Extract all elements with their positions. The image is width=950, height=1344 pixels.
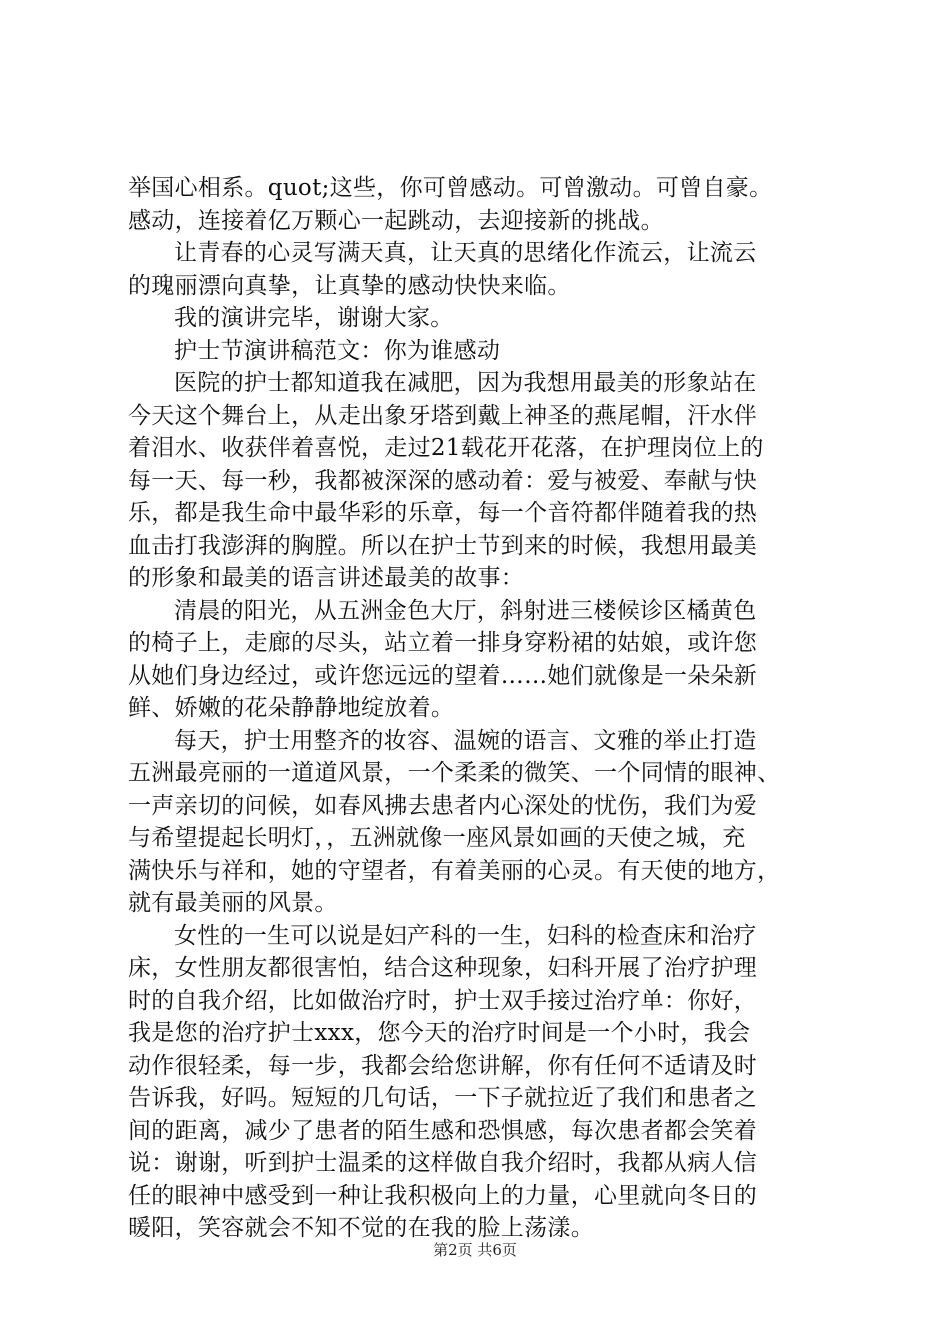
- text-line: 间的距离，减少了患者的陌生感和恐惧感，每次患者都会笑着: [128, 1117, 758, 1144]
- text-line: 乐，都是我生命中最华彩的乐章，每一个音符都伴随着我的热: [128, 500, 758, 526]
- text-line: 每天，护士用整齐的妆容、温婉的语言、文雅的举止打造: [174, 727, 757, 754]
- text-line: 护士节演讲稿范文：你为谁感动: [174, 337, 501, 364]
- text-line: 一声亲切的问候，如春风拂去患者内心深处的忧伤，我们为爱: [128, 792, 758, 819]
- text-line: 鲜、娇嫩的花朵静静地绽放着。: [128, 695, 455, 721]
- page-footer: 第2页 共6页: [433, 1241, 517, 1259]
- text-line: 我是您的治疗护士xxx，您今天的治疗时间是一个小时，我会: [128, 1020, 751, 1046]
- text-line: 我的演讲完毕，谢谢大家。: [174, 305, 454, 331]
- text-line: 血击打我澎湃的胸膛。所以在护士节到来的时候，我想用最美: [128, 532, 758, 559]
- text-line: 任的眼神中感受到一种让我积极向上的力量，心里就向冬日的: [128, 1182, 758, 1209]
- text-line: 医院的护士都知道我在减肥，因为我想用最美的形象站在: [174, 370, 757, 396]
- text-line: 时的自我介绍，比如做治疗时，护士双手接过治疗单：你好，: [128, 987, 758, 1014]
- text-line: 五洲最亮丽的一道道风景，一个柔柔的微笑、一个同情的眼神、: [128, 760, 781, 786]
- text-line: 就有最美丽的风景。: [128, 890, 338, 916]
- text-line: 女性的一生可以说是妇产科的一生，妇科的检查床和治疗: [174, 922, 757, 949]
- text-line: 让青春的心灵写满天真，让天真的思绪化作流云，让流云: [174, 240, 757, 266]
- text-line: 着泪水、收获伴着喜悦，走过21载花开花落，在护理岗位上的: [128, 435, 764, 461]
- text-line: 告诉我，好吗。短短的几句话，一下子就拉近了我们和患者之: [128, 1085, 758, 1111]
- text-line: 的椅子上，走廊的尽头，站立着一排身穿粉裙的姑娘，或许您: [128, 630, 758, 656]
- text-line: 感动，连接着亿万颗心一起跳动，去迎接新的挑战。: [128, 207, 664, 234]
- text-line: 从她们身边经过，或许您远远的望着……她们就像是一朵朵新: [128, 662, 758, 689]
- text-line: 的形象和最美的语言讲述最美的故事：: [128, 565, 525, 591]
- text-line: 清晨的阳光，从五洲金色大厅，斜射进三楼候诊区橘黄色: [174, 597, 757, 624]
- text-line: 每一天、每一秒，我都被深深的感动着：爱与被爱、奉献与快: [128, 467, 758, 494]
- text-line: 暖阳，笑容就会不知不觉的在我的脸上荡漾。: [128, 1215, 594, 1241]
- text-line: 动作很轻柔，每一步，我都会给您讲解，你有任何不适请及时: [128, 1052, 758, 1079]
- text-line: 满快乐与祥和，她的守望者，有着美丽的心灵。有天使的地方，: [128, 857, 781, 884]
- text-line: 今天这个舞台上，从走出象牙塔到戴上神圣的燕尾帽，汗水伴: [128, 402, 758, 429]
- text-line: 床，女性朋友都很害怕，结合这种现象，妇科开展了治疗护理: [128, 955, 758, 981]
- document-body: [128, 172, 828, 1245]
- text-line: 说：谢谢，听到护士温柔的这样做自我介绍时，我都从病人信: [128, 1150, 758, 1176]
- text-line: 的瑰丽漂向真挚，让真挚的感动快快来临。: [128, 272, 571, 299]
- text-line: 举国心相系。quot;这些，你可曾感动。可曾激动。可曾自豪。: [128, 175, 773, 201]
- text-line: 与希望提起长明灯，，五洲就像一座风景如画的天使之城，充: [128, 825, 746, 851]
